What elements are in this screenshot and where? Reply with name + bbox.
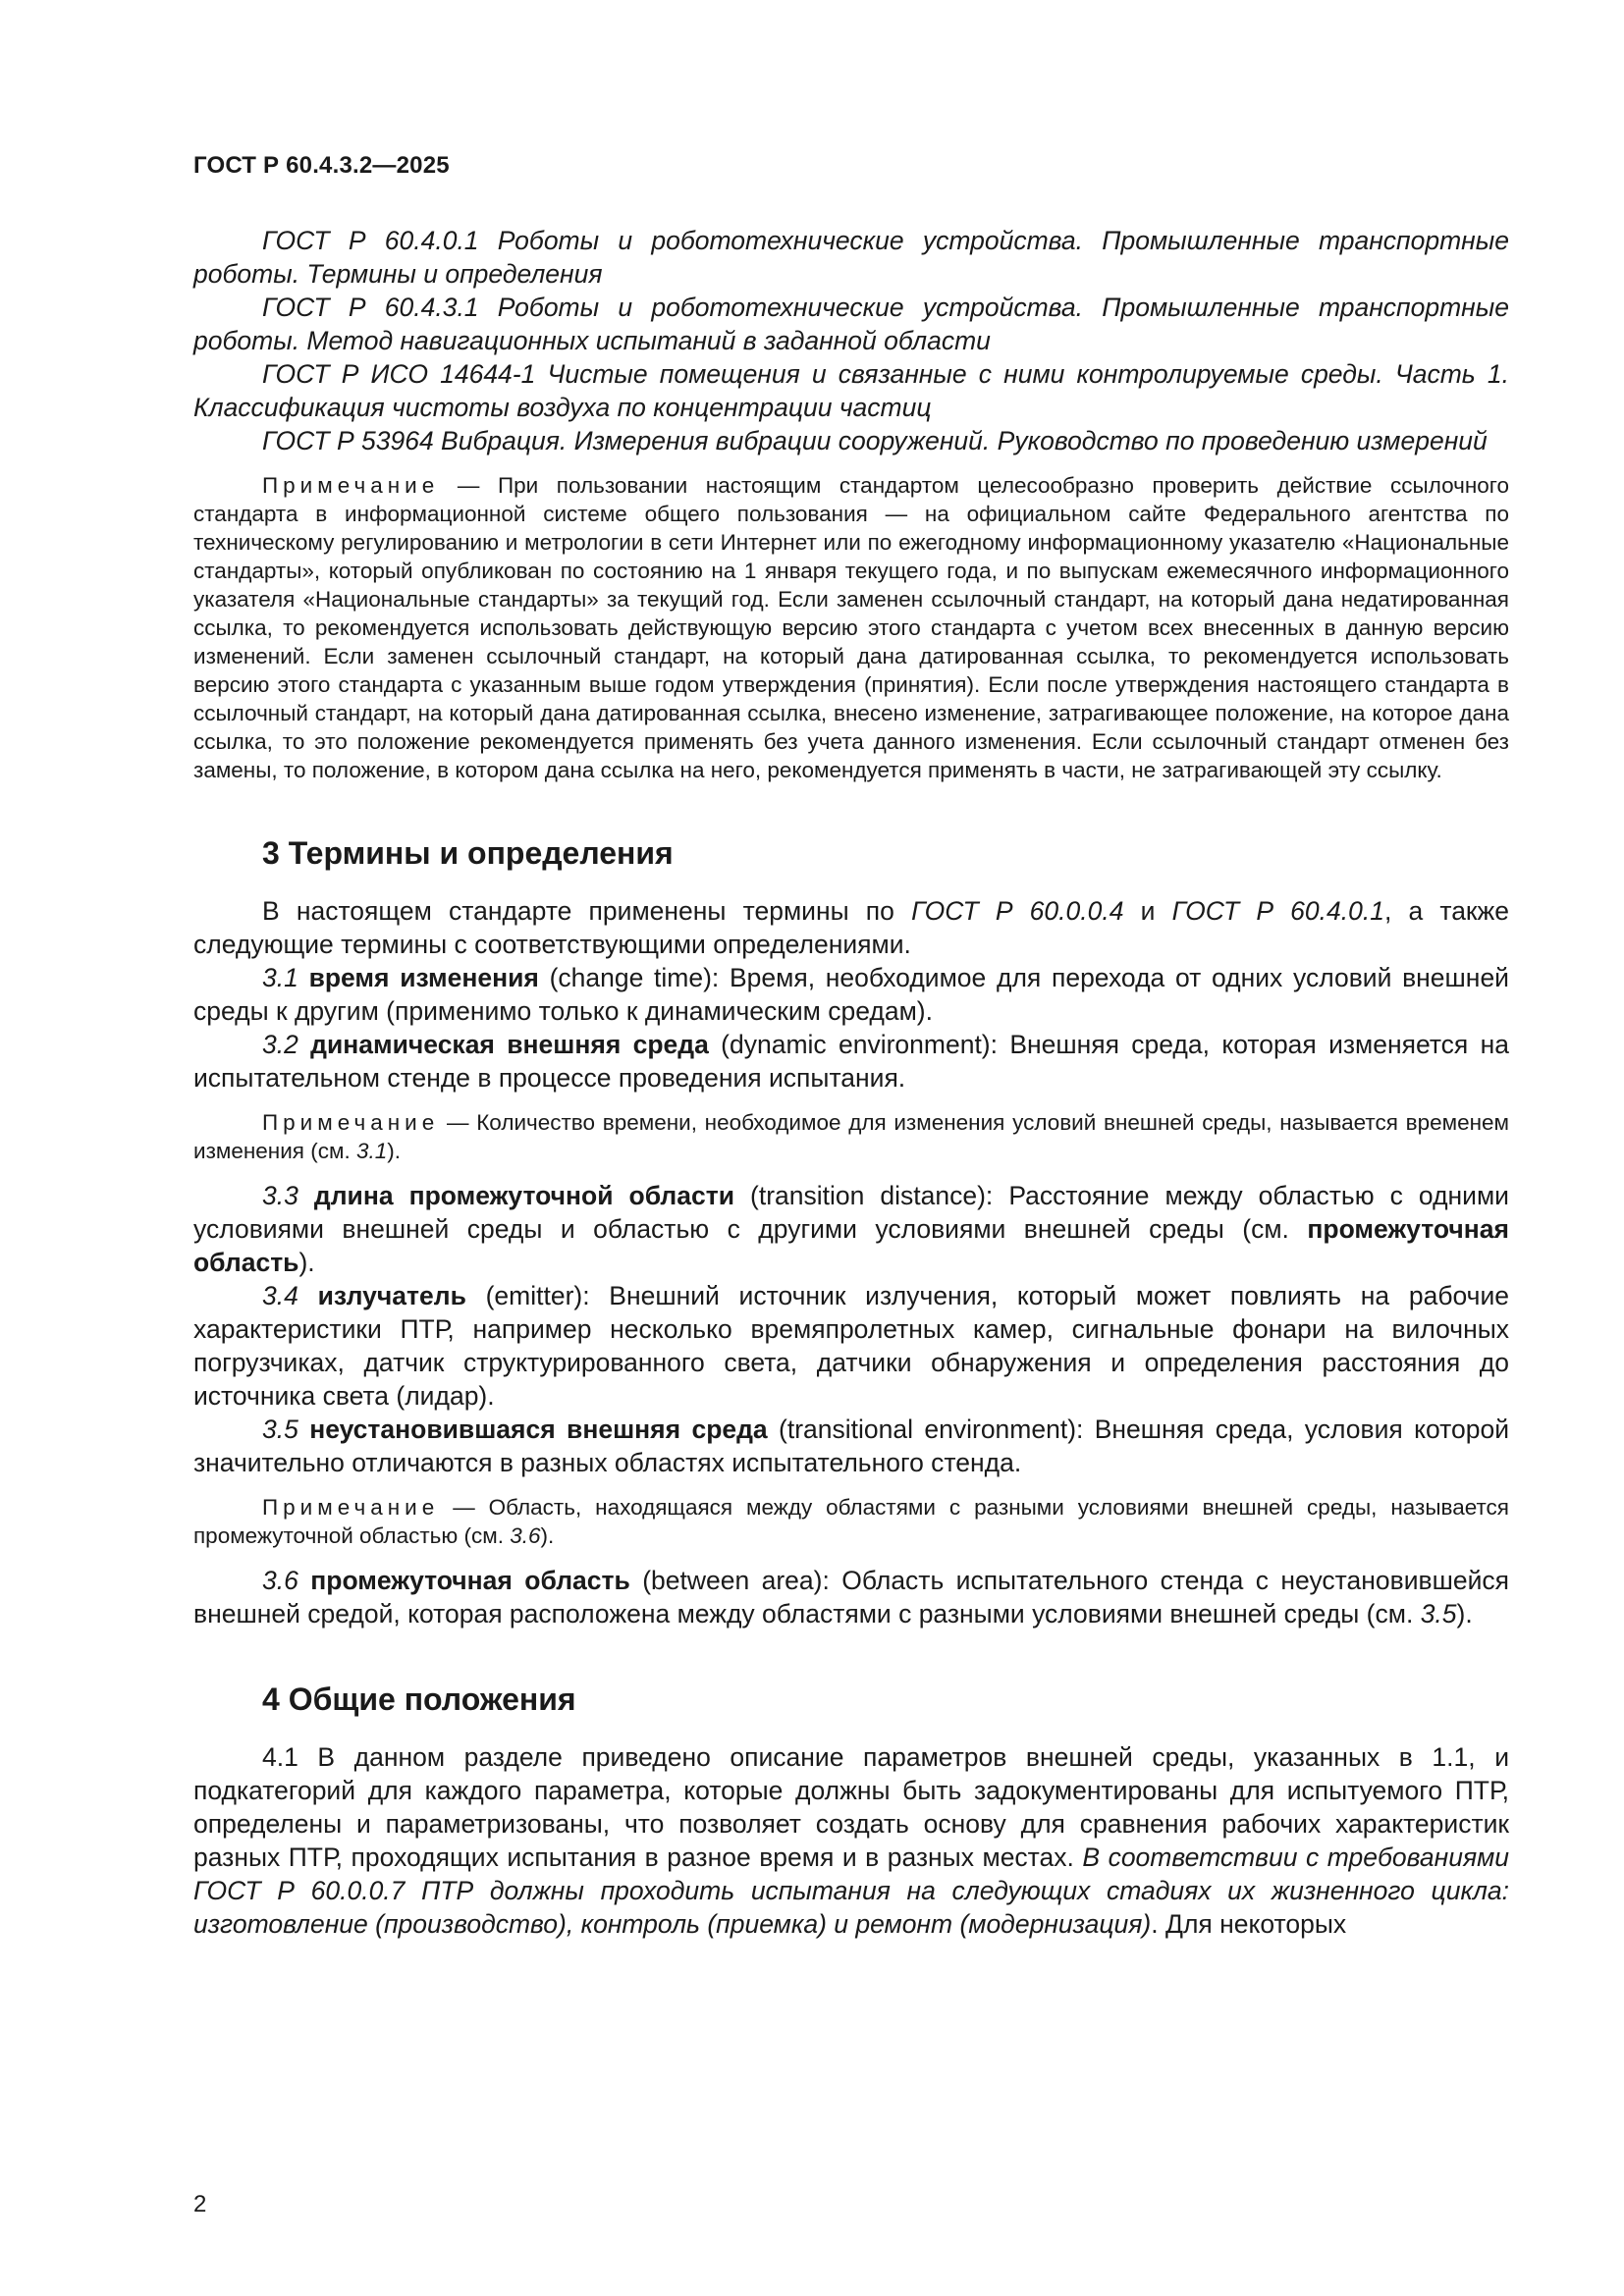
term-number: 3.5 xyxy=(262,1415,298,1444)
term-3-6: 3.6 промежуточная область (between area): Область испытательного стенда с неустановившейся внешней средой, которая расположена между областями с разными условиями внешней среды (см. 3.5). xyxy=(193,1566,1509,1629)
note-paragraph xyxy=(193,471,1509,784)
term-name: промежуточная область xyxy=(310,1566,630,1595)
page-number: 2 xyxy=(193,2191,207,2217)
page-content xyxy=(193,224,1509,1941)
term-number: 3.4 xyxy=(262,1281,298,1310)
doc-ref: ГОСТ Р 60.4.0.1 xyxy=(1171,896,1384,926)
section-4-title: 4 Общие положения xyxy=(262,1682,576,1717)
section-4-paragraph: 4.1 В данном разделе приведено описание параметров внешней среды, указанных в 1.1, и подкатегорий для каждого параметра, которые должны быть задокументированы для испытуемого ПТР, определены и параметризованы, что позволяет создать основу для сравнения рабочих характеристик разных ПТР, проходящих испытания в разное время и в разных местах. В соответствии с требованиями ГОСТ Р 60.0.0.7 ПТР должны проходить испытания на следующих стадиях их жизненного цикла: изготовление (производство), контроль (приемка) и ремонт (модернизация). Для некоторых xyxy=(193,1742,1510,1939)
term-name: динамическая внешняя среда xyxy=(310,1030,709,1059)
term-3-1 xyxy=(193,961,1509,1028)
term-definition: (transitional environment): Внешняя среда, условия которой значительно отличаются в разных областях испытательного стенда. xyxy=(193,1415,1509,1477)
section-3-intro: В настоящем стандарте применены термины по ГОСТ Р 60.0.0.4 и ГОСТ Р 60.4.0.1, а также следующие термины с соответствующими определениями. xyxy=(193,896,1509,959)
term-definition: (transition distance): Расстояние между областью с одними условиями внешней среды и областью с другими условиями внешней среды (см. xyxy=(193,1181,1509,1244)
term-crossref: промежуточная область xyxy=(193,1214,1509,1277)
section-3-title: 3 Термины и определения xyxy=(262,835,674,871)
term-3-5 xyxy=(193,1413,1509,1479)
term-3-4 xyxy=(193,1279,1509,1413)
term-definition: (emitter): Внешний источник излучения, который может повлиять на рабочие характеристики ПТР, например несколько времяпролетных камер, сигнальные фонари на вилочных погрузчиках, датчик структурированного света, датчики обнаружения и определения расстояния до источника света (лидар). xyxy=(193,1281,1509,1411)
term-number: 3.6 xyxy=(262,1566,298,1595)
note-text: — При пользовании настоящим стандартом целесообразно проверить действие ссылочного стандарта в информационной системе общего пользования — на официальном сайте Федерального агентства по техническому регулированию и метрологии в сети Интернет или по ежегодному информационному указателю «Национальные стандарты», который опубликован по состоянию на 1 января текущего года, и по выпускам ежемесячного информационного указателя «Национальные стандарты» за текущий год. Если заменен ссылочный стандарт, на который дана недатированная ссылка, то рекомендуется использовать действующую версию этого стандарта с учетом всех внесенных в данную версию изменений. Если заменен ссылочный стандарт, на который дана датированная ссылка, то рекомендуется использовать версию этого стандарта с указанным выше годом утверждения (принятия). Если после утверждения настоящего стандарта в ссылочный стандарт, на который дана датированная ссылка, внесено изменение, затрагивающее положение, на которое дана ссылка, то это положение рекомендуется применять без учета данного изменения. Если ссылочный стандарт отменен без замены, то положение, в котором дана ссылка на него, рекомендуется применять в части, не затрагивающей эту ссылку. xyxy=(193,473,1509,782)
term-name: время изменения xyxy=(308,963,539,992)
term-3-3: 3.3 длина промежуточной области (transition distance): Расстояние между областью с одними условиями внешней среды и областью с другими условиями внешней среды (см. промежуточная область). xyxy=(193,1181,1509,1277)
page-header: ГОСТ Р 60.4.3.2—2025 xyxy=(193,152,450,179)
doc-ref: ГОСТ Р 60.0.0.4 xyxy=(911,896,1124,926)
note-paragraph: Примечание — Область, находящаяся между областями с разными условиями внешней среды, называется промежуточной областью (см. 3.6). xyxy=(193,1495,1509,1548)
reference-item: ГОСТ Р 53964 Вибрация. Измерения вибрации сооружений. Руководство по проведению измерений xyxy=(262,426,1488,455)
term-name: длина промежуточной области xyxy=(313,1181,734,1210)
term-name: неустановившаяся внешняя среда xyxy=(309,1415,768,1444)
reference-item: ГОСТ Р 60.4.0.1 Роботы и робототехнические устройства. Промышленные транспортные роботы. Термины и определения xyxy=(193,226,1509,289)
note-label: Примечание xyxy=(262,1495,440,1520)
term-definition: (between area): Область испытательного стенда с неустановившейся внешней средой, которая расположена между областями с разными условиями внешней среды (см. xyxy=(193,1566,1509,1629)
term-number: 3.3 xyxy=(262,1181,298,1210)
note-label: Примечание xyxy=(262,473,440,498)
term-definition: (change time): Время, необходимое для перехода от одних условий внешней среды к другим (применимо только к динамическим средам). xyxy=(193,963,1509,1026)
note-label: Примечание xyxy=(262,1110,440,1135)
term-number: 3.2 xyxy=(262,1030,298,1059)
term-3-2 xyxy=(193,1028,1509,1095)
reference-item: ГОСТ Р ИСО 14644-1 Чистые помещения и связанные с ними контролируемые среды. Часть 1. Классификация чистоты воздуха по концентрации частиц xyxy=(193,359,1509,422)
term-name: излучатель xyxy=(317,1281,466,1310)
reference-item: ГОСТ Р 60.4.3.1 Роботы и робототехнические устройства. Промышленные транспортные роботы. Метод навигационных испытаний в заданной области xyxy=(193,293,1509,355)
term-number: 3.1 xyxy=(262,963,298,992)
term-definition: (dynamic environment): Внешняя среда, которая изменяется на испытательном стенде в процессе проведения испытания. xyxy=(193,1030,1509,1093)
note-paragraph: Примечание — Количество времени, необходимое для изменения условий внешней среды, называется временем изменения (см. 3.1). xyxy=(193,1110,1509,1163)
